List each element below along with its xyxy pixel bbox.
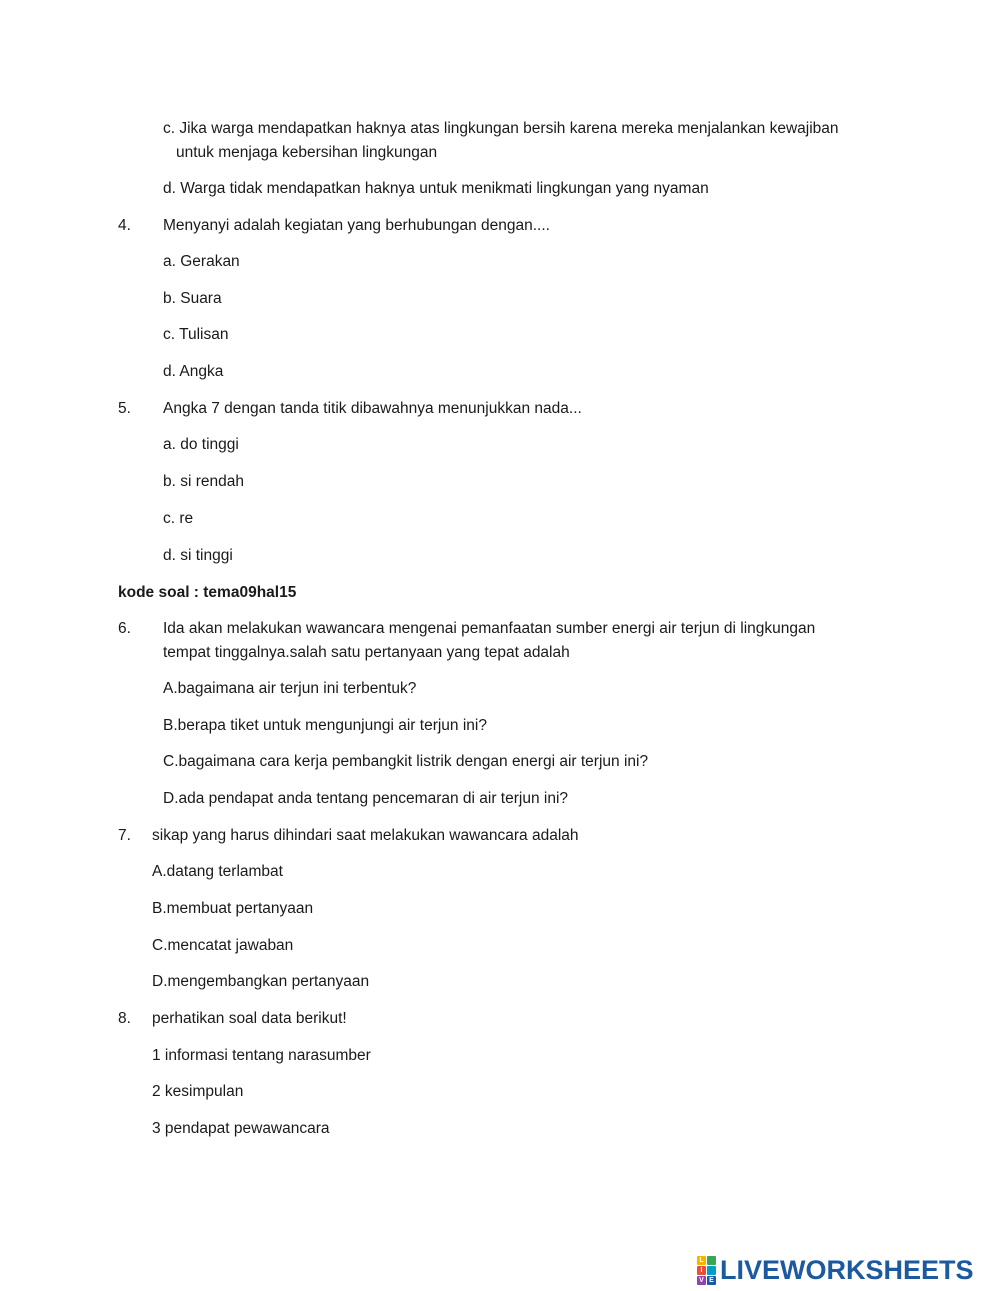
q5-option-d: d. si tinggi (163, 547, 233, 564)
q6-option-c: C.bagaimana cara kerja pembangkit listrik dengan energi air terjun ini? (163, 753, 649, 770)
logo-tile: I (697, 1266, 706, 1275)
q7-question: sikap yang harus dihindari saat melakukan wawancara adalah (152, 827, 579, 844)
q3-option-d: d. Warga tidak mendapatkan haknya untuk menikmati lingkungan yang nyaman (163, 180, 709, 197)
q7-option-a: A.datang terlambat (152, 863, 283, 880)
q6-question-line2: tempat tinggalnya.salah satu pertanyaan yang tepat adalah (163, 644, 570, 661)
q7-number: 7. (118, 827, 131, 844)
liveworksheets-logo (697, 1255, 974, 1285)
q8-item-1: 1 informasi tentang narasumber (152, 1047, 371, 1064)
q7-option-c: C.mencatat jawaban (152, 937, 294, 954)
q3-option-c-line2: untuk menjaga kebersihan lingkungan (176, 144, 438, 161)
logo-icon (697, 1256, 716, 1285)
q7-option-d: D.mengembangkan pertanyaan (152, 973, 370, 990)
q5-number: 5. (118, 400, 131, 417)
logo-text: LIVEWORKSHEETS (720, 1254, 974, 1285)
q4-number: 4. (118, 217, 131, 234)
q4-option-b: b. Suara (163, 290, 222, 307)
q6-question-line1: Ida akan melakukan wawancara mengenai pemanfaatan sumber energi air terjun di lingkungan (163, 620, 816, 637)
q3-option-c-line1: c. Jika warga mendapatkan haknya atas lingkungan bersih karena mereka menjalankan kewajiban (163, 120, 839, 137)
q8-item-3: 3 pendapat pewawancara (152, 1120, 330, 1137)
q4-option-a: a. Gerakan (163, 253, 240, 270)
logo-tile: E (707, 1276, 716, 1285)
q5-option-c: c. re (163, 510, 194, 527)
q5-option-a: a. do tinggi (163, 436, 239, 453)
q4-question: Menyanyi adalah kegiatan yang berhubungan dengan.... (163, 217, 550, 234)
logo-tile (707, 1266, 716, 1275)
q8-item-2: 2 kesimpulan (152, 1083, 244, 1100)
q8-number: 8. (118, 1010, 131, 1027)
logo-tile: V (697, 1276, 706, 1285)
q8-question: perhatikan soal data berikut! (152, 1010, 347, 1027)
q6-option-d: D.ada pendapat anda tentang pencemaran di air terjun ini? (163, 790, 569, 807)
q7-option-b: B.membuat pertanyaan (152, 900, 314, 917)
logo-tile: L (697, 1256, 706, 1265)
logo-tile (707, 1256, 716, 1265)
q5-question: Angka 7 dengan tanda titik dibawahnya menunjukkan nada... (163, 400, 582, 417)
code-label: kode soal : tema09hal15 (118, 584, 297, 601)
q4-option-d: d. Angka (163, 363, 224, 380)
q6-option-b: B.berapa tiket untuk mengunjungi air terjun ini? (163, 717, 487, 734)
q6-number: 6. (118, 620, 131, 637)
q5-option-b: b. si rendah (163, 473, 244, 490)
q6-option-a: A.bagaimana air terjun ini terbentuk? (163, 680, 417, 697)
q4-option-c: c. Tulisan (163, 326, 229, 343)
